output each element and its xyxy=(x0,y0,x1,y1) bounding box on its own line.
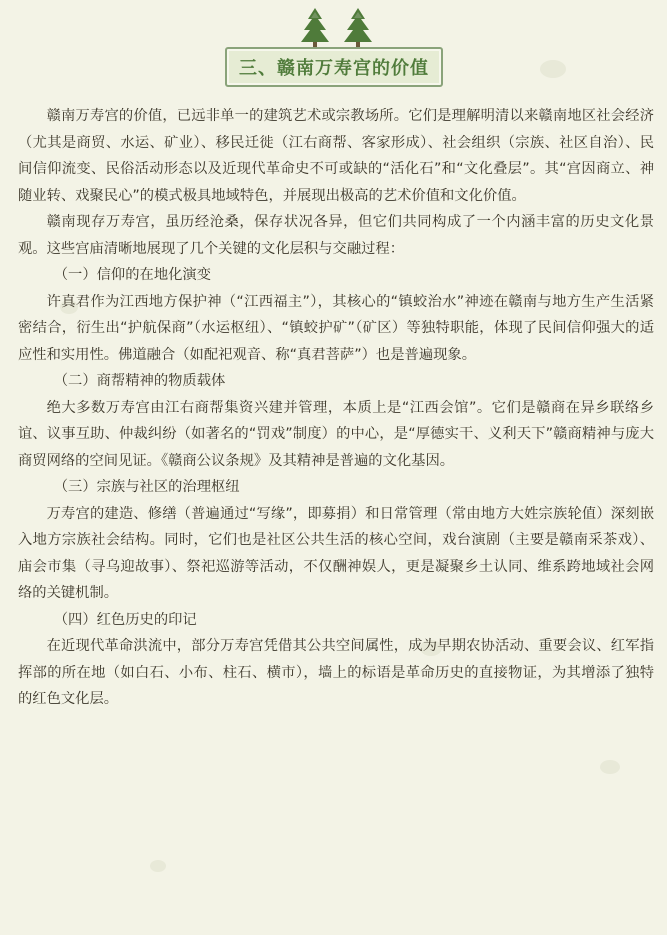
subsection-heading-red-history: （四）红色历史的印记 xyxy=(53,611,197,628)
article-body xyxy=(18,103,654,713)
section-title: 三、赣南万寿宫的价值 xyxy=(239,58,429,79)
pine-trees-icon xyxy=(294,6,380,50)
subsection-body-faith: 许真君作为江西地方保护神（“江西福主”），其核心的“镇蛟治水”神迹在赣南与地方生产生活紧密结合，衍生出“护航保商”（水运枢纽）、“镇蛟护矿”（矿区）等独特职能，体现了民间信仰强大的适应性和实用性。佛道融合（如配祀观音、称“真君菩萨”）也是普遍现象。 xyxy=(18,293,654,363)
intro-paragraph: 赣南现存万寿宫，虽历经沧桑，保存状况各异，但它们共同构成了一个内涵丰富的历史文化景观。这些宫庙清晰地展现了几个关键的文化层积与交融过程： xyxy=(18,214,654,257)
subsection-body-merchants: 绝大多数万寿宫由江右商帮集资兴建并管理，本质上是“江西会馆”。它们是赣商在异乡联络乡谊、议事互助、仲裁纠纷（如著名的“罚戏”制度）的中心，是“厚德实干、义利天下”赣商精神与庞大商贸网络的空间见证。《赣商公议条规》及其精神是普遍的文化基因。 xyxy=(18,399,654,469)
subsection-heading-faith: （一）信仰的在地化演变 xyxy=(53,267,212,283)
background-speck xyxy=(600,760,620,774)
intro-paragraph: 赣南万寿宫的价值，已远非单一的建筑艺术或宗教场所。它们是理解明清以来赣南地区社会经济（尤其是商贸、水运、矿业）、移民迁徙（江右商帮、客家形成）、社会组织（宗族、社区自治）、民间信仰流变、民俗活动形态以及近现代革命史不可或缺的“活化石”和“文化叠层”。其“宫因商立、神随业转、戏聚民心”的模式极具地域特色，并展现出极高的艺术价值和文化价值。 xyxy=(18,108,654,204)
subsection-heading-clan: （三）宗族与社区的治理枢纽 xyxy=(53,479,240,495)
subsection-heading-merchants: （二）商帮精神的物质载体 xyxy=(53,373,226,389)
section-title-box xyxy=(225,47,443,87)
subsection-body-clan: 万寿宫的建造、修缮（普遍通过“写缘”，即募捐）和日常管理（常由地方大姓宗族轮值）深刻嵌入地方宗族社会结构。同时，它们也是社区公共生活的核心空间，戏台演剧（主要是赣南采茶戏）、庙会市集（寻乌迎故事）、祭祀巡游等活动，不仅酬神娱人，更是凝聚乡土认同、维系跨地域社会网络的关键机制。 xyxy=(18,505,654,601)
subsection-body-red-history: 在近现代革命洪流中，部分万寿宫凭借其公共空间属性，成为早期农协活动、重要会议、红军指挥部的所在地（如白石、小布、柱石、横市），墙上的标语是革命历史的直接物证，为其增添了独特的红色文化层。 xyxy=(18,638,654,707)
section-header xyxy=(0,6,667,96)
background-speck xyxy=(150,860,166,872)
